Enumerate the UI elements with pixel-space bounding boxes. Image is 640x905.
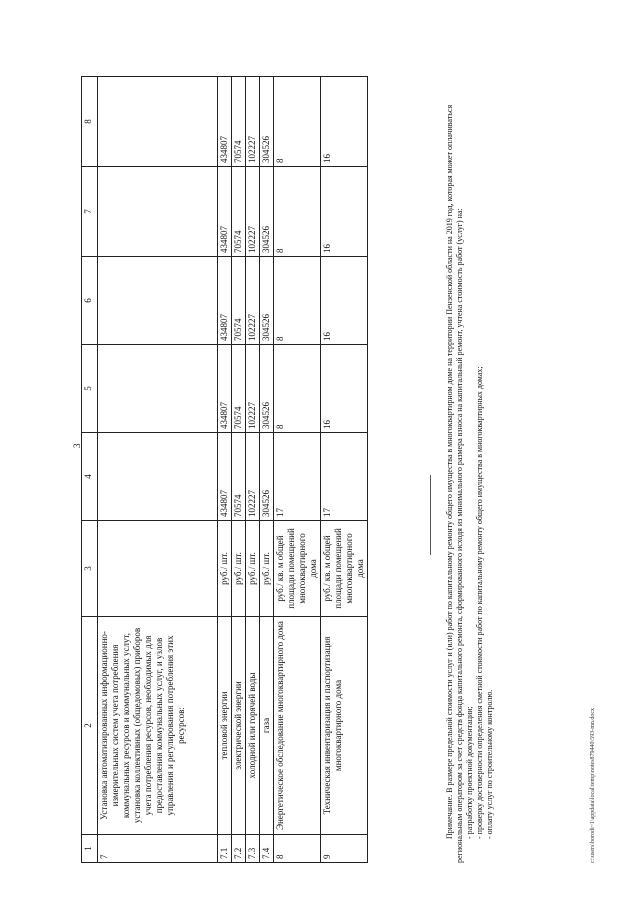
header-cell: 8 [82, 77, 98, 167]
row-value: 8 [274, 167, 321, 257]
row-id: 7 [98, 835, 218, 863]
row-value: 434807 [218, 257, 232, 345]
row-value: 102227 [246, 167, 260, 257]
row-value [98, 257, 218, 345]
file-path: c:\users\borodi~1\appdata\local\temp\notes879440\593-mn.docx [590, 707, 596, 863]
row-value: 8 [274, 77, 321, 167]
note-item: - оплату услуг по строительному контролю. [485, 689, 494, 839]
row-value: 16 [321, 77, 368, 167]
row-value: 304526 [260, 77, 274, 167]
row-value: 70574 [232, 433, 246, 521]
row-id: 7.1 [218, 835, 232, 863]
row-name: холодной или горячей воды [246, 617, 260, 835]
row-value: 304526 [260, 257, 274, 345]
row-value: 434807 [218, 433, 232, 521]
row-name: электрической энергии [232, 617, 246, 835]
row-unit: руб./ шт. [218, 521, 232, 617]
row-value: 70574 [232, 257, 246, 345]
row-value: 17 [274, 433, 321, 521]
table-row [218, 77, 232, 863]
note-item: - проверку достоверности определения сметной стоимости работ по капитальному ремонту общего имущества в многоквартирных домах; [475, 366, 484, 839]
table-row [98, 77, 218, 863]
row-value: 70574 [232, 345, 246, 433]
note-paragraph: Примечание. В размере предельной стоимости услуг и (или) работ по капитальному ремонту общего имущества в многоквартирном доме на территории Пензенской области на 2019 год, которая может оплачиваться региональным оператором за счет средств фонда капитального ремонта, сформированного исходя из минимального размера взноса на капитальный ремонт, учтена стоимость работ (услуг) на: [445, 104, 464, 863]
row-value: 304526 [260, 433, 274, 521]
header-cell: 5 [82, 345, 98, 433]
row-id: 7.4 [260, 835, 274, 863]
row-value: 102227 [246, 433, 260, 521]
header-cell: 1 [82, 835, 98, 863]
rotated-page-content [0, 45, 600, 905]
row-value [98, 433, 218, 521]
header-cell: 6 [82, 257, 98, 345]
row-name: тепловой энергии [218, 617, 232, 835]
header-cell: 4 [82, 433, 98, 521]
row-value: 16 [321, 257, 368, 345]
header-cell: 2 [82, 617, 98, 835]
row-id: 7.3 [246, 835, 260, 863]
row-value: 8 [274, 257, 321, 345]
row-unit: руб./ шт. [260, 521, 274, 617]
row-value: 304526 [260, 167, 274, 257]
table-row [274, 77, 321, 863]
row-value [98, 345, 218, 433]
row-name: Установка автоматизированных информационно-измерительных систем учета потребления коммунальных ресурсов и коммунальных услут, установка коллективных (общедомовых) приборов учета потребления ресурсов, необходимых для предоставления коммунальных услуг, и узлов управления и регулирования потребления этих ресурсов: [98, 617, 218, 835]
row-value: 102227 [246, 345, 260, 433]
table-row [321, 77, 368, 863]
row-value: 70574 [232, 167, 246, 257]
row-value: 102227 [246, 257, 260, 345]
row-value: 434807 [218, 167, 232, 257]
row-value: 434807 [218, 345, 232, 433]
header-cell: 7 [82, 167, 98, 257]
row-value: 8 [274, 345, 321, 433]
row-id: 7.2 [232, 835, 246, 863]
row-id: 8 [274, 835, 321, 863]
page-number: 3 [72, 443, 82, 448]
row-name: Энергетическое обследование многоквартирного дома [274, 617, 321, 835]
row-value: 17 [321, 433, 368, 521]
row-value: 434807 [218, 77, 232, 167]
row-name: Техническая инвентаризация и паспортизация многоквартирного дома [321, 617, 368, 835]
row-value: 16 [321, 167, 368, 257]
note-block [445, 63, 495, 863]
cost-table [81, 76, 368, 863]
header-cell: 3 [82, 521, 98, 617]
row-unit [98, 521, 218, 617]
row-unit: руб./ кв. м общей площади помещений многоквартирного дома [274, 521, 321, 617]
row-unit: руб./ шт. [232, 521, 246, 617]
row-value: 102227 [246, 77, 260, 167]
row-unit: руб./ кв. м общей площади помещений многоквартирного дома [321, 521, 368, 617]
table-row [246, 77, 260, 863]
separator-line [430, 475, 431, 555]
table-row [260, 77, 274, 863]
header-row [82, 77, 98, 863]
row-unit: руб./ шт. [246, 521, 260, 617]
row-name: газа [260, 617, 274, 835]
row-value: 304526 [260, 345, 274, 433]
row-value [98, 167, 218, 257]
note-item: - разработку проектной документации; [465, 706, 474, 839]
row-value: 16 [321, 345, 368, 433]
row-value [98, 77, 218, 167]
row-value: 70574 [232, 77, 246, 167]
row-id: 9 [321, 835, 368, 863]
table-row [232, 77, 246, 863]
